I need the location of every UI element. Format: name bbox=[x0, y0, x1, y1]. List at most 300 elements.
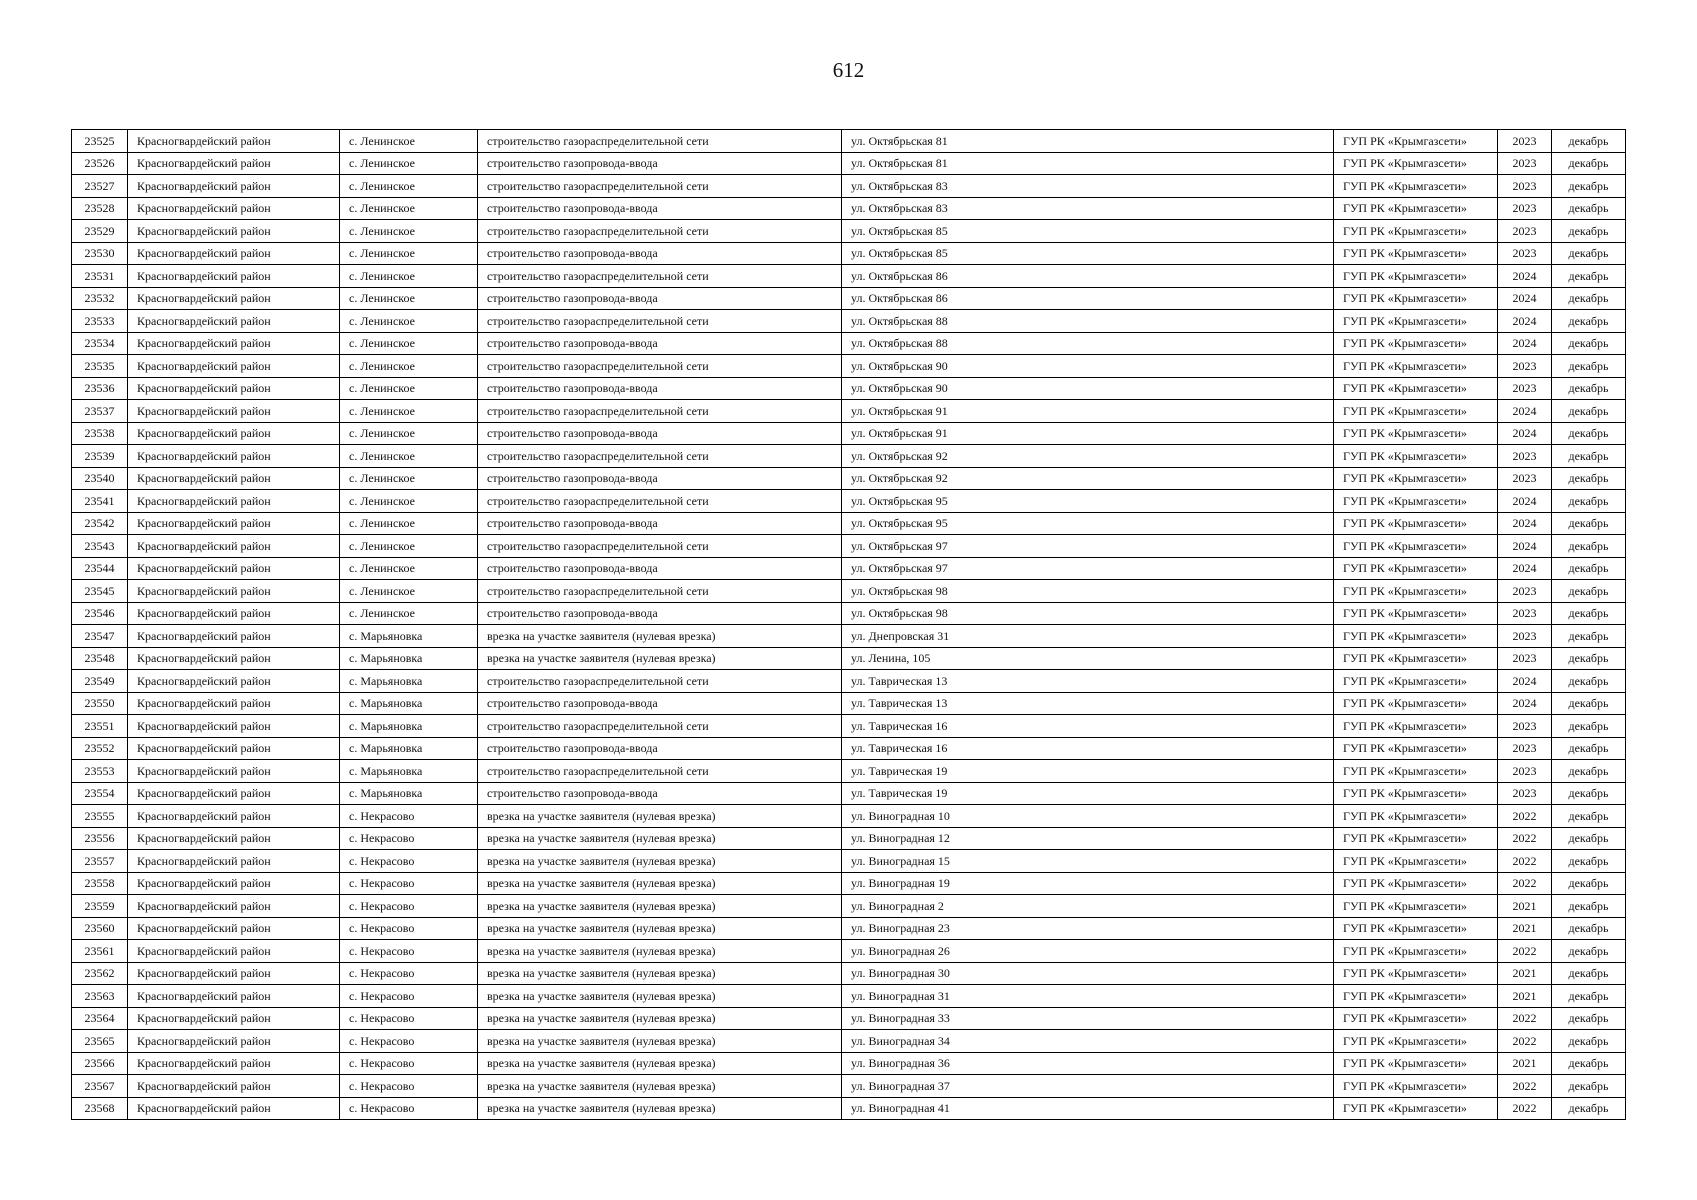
address-cell: ул. Октябрьская 91 bbox=[842, 400, 1334, 423]
work-type-cell: строительство газопровода-ввода bbox=[478, 287, 842, 310]
address-cell: ул. Виноградная 10 bbox=[842, 805, 1334, 828]
table-row bbox=[72, 377, 1626, 400]
address-cell: ул. Виноградная 15 bbox=[842, 850, 1334, 873]
year-cell: 2023 bbox=[1498, 602, 1552, 625]
address-cell: ул. Виноградная 2 bbox=[842, 895, 1334, 918]
district-cell: Красногвардейский район bbox=[128, 152, 340, 175]
district-cell: Красногвардейский район bbox=[128, 670, 340, 693]
table-row bbox=[72, 467, 1626, 490]
district-cell: Красногвардейский район bbox=[128, 625, 340, 648]
settlement-cell: с. Ленинское bbox=[340, 152, 478, 175]
month-cell: декабрь bbox=[1552, 1097, 1626, 1120]
row-number: 23553 bbox=[72, 760, 128, 783]
year-cell: 2021 bbox=[1498, 962, 1552, 985]
organization-cell: ГУП РК «Крымгазсети» bbox=[1334, 625, 1498, 648]
organization-cell: ГУП РК «Крымгазсети» bbox=[1334, 1052, 1498, 1075]
settlement-cell: с. Некрасово bbox=[340, 1030, 478, 1053]
year-cell: 2023 bbox=[1498, 130, 1552, 153]
district-cell: Красногвардейский район bbox=[128, 1075, 340, 1098]
address-cell: ул. Виноградная 26 bbox=[842, 940, 1334, 963]
settlement-cell: с. Марьяновка bbox=[340, 625, 478, 648]
row-number: 23564 bbox=[72, 1007, 128, 1030]
table-row bbox=[72, 1052, 1626, 1075]
work-type-cell: врезка на участке заявителя (нулевая врезка) bbox=[478, 872, 842, 895]
table-row bbox=[72, 895, 1626, 918]
settlement-cell: с. Ленинское bbox=[340, 467, 478, 490]
organization-cell: ГУП РК «Крымгазсети» bbox=[1334, 1097, 1498, 1120]
row-number: 23551 bbox=[72, 715, 128, 738]
address-cell: ул. Октябрьская 85 bbox=[842, 220, 1334, 243]
month-cell: декабрь bbox=[1552, 647, 1626, 670]
address-cell: ул. Октябрьская 97 bbox=[842, 557, 1334, 580]
district-cell: Красногвардейский район bbox=[128, 1007, 340, 1030]
district-cell: Красногвардейский район bbox=[128, 557, 340, 580]
year-cell: 2023 bbox=[1498, 760, 1552, 783]
work-type-cell: строительство газопровода-ввода bbox=[478, 152, 842, 175]
address-cell: ул. Октябрьская 88 bbox=[842, 310, 1334, 333]
year-cell: 2022 bbox=[1498, 1075, 1552, 1098]
district-cell: Красногвардейский район bbox=[128, 535, 340, 558]
table-row bbox=[72, 715, 1626, 738]
organization-cell: ГУП РК «Крымгазсети» bbox=[1334, 962, 1498, 985]
organization-cell: ГУП РК «Крымгазсети» bbox=[1334, 715, 1498, 738]
settlement-cell: с. Некрасово bbox=[340, 827, 478, 850]
settlement-cell: с. Ленинское bbox=[340, 310, 478, 333]
district-cell: Красногвардейский район bbox=[128, 197, 340, 220]
address-cell: ул. Октябрьская 83 bbox=[842, 175, 1334, 198]
address-cell: ул. Октябрьская 90 bbox=[842, 355, 1334, 378]
address-cell: ул. Октябрьская 95 bbox=[842, 490, 1334, 513]
settlement-cell: с. Ленинское bbox=[340, 220, 478, 243]
district-cell: Красногвардейский район bbox=[128, 850, 340, 873]
month-cell: декабрь bbox=[1552, 152, 1626, 175]
row-number: 23526 bbox=[72, 152, 128, 175]
district-cell: Красногвардейский район bbox=[128, 940, 340, 963]
district-cell: Красногвардейский район bbox=[128, 805, 340, 828]
settlement-cell: с. Ленинское bbox=[340, 445, 478, 468]
work-type-cell: врезка на участке заявителя (нулевая врезка) bbox=[478, 895, 842, 918]
table-row bbox=[72, 130, 1626, 153]
district-cell: Красногвардейский район bbox=[128, 782, 340, 805]
year-cell: 2024 bbox=[1498, 287, 1552, 310]
address-cell: ул. Октябрьская 92 bbox=[842, 445, 1334, 468]
work-type-cell: строительство газораспределительной сети bbox=[478, 670, 842, 693]
year-cell: 2024 bbox=[1498, 310, 1552, 333]
organization-cell: ГУП РК «Крымгазсети» bbox=[1334, 827, 1498, 850]
district-cell: Красногвардейский район bbox=[128, 917, 340, 940]
year-cell: 2023 bbox=[1498, 220, 1552, 243]
row-number: 23552 bbox=[72, 737, 128, 760]
organization-cell: ГУП РК «Крымгазсети» bbox=[1334, 647, 1498, 670]
organization-cell: ГУП РК «Крымгазсети» bbox=[1334, 152, 1498, 175]
row-number: 23532 bbox=[72, 287, 128, 310]
district-cell: Красногвардейский район bbox=[128, 1030, 340, 1053]
district-cell: Красногвардейский район bbox=[128, 355, 340, 378]
district-cell: Красногвардейский район bbox=[128, 265, 340, 288]
work-type-cell: строительство газораспределительной сети bbox=[478, 220, 842, 243]
table-row bbox=[72, 1030, 1626, 1053]
district-cell: Красногвардейский район bbox=[128, 310, 340, 333]
row-number: 23540 bbox=[72, 467, 128, 490]
organization-cell: ГУП РК «Крымгазсети» bbox=[1334, 287, 1498, 310]
month-cell: декабрь bbox=[1552, 737, 1626, 760]
district-cell: Красногвардейский район bbox=[128, 242, 340, 265]
work-type-cell: врезка на участке заявителя (нулевая врезка) bbox=[478, 647, 842, 670]
month-cell: декабрь bbox=[1552, 355, 1626, 378]
page-number: 612 bbox=[832, 58, 865, 82]
organization-cell: ГУП РК «Крымгазсети» bbox=[1334, 850, 1498, 873]
row-number: 23541 bbox=[72, 490, 128, 513]
organization-cell: ГУП РК «Крымгазсети» bbox=[1334, 602, 1498, 625]
row-number: 23530 bbox=[72, 242, 128, 265]
row-number: 23538 bbox=[72, 422, 128, 445]
address-cell: ул. Октябрьская 86 bbox=[842, 287, 1334, 310]
month-cell: декабрь bbox=[1552, 1030, 1626, 1053]
row-number: 23559 bbox=[72, 895, 128, 918]
table-row bbox=[72, 985, 1626, 1008]
address-cell: ул. Октябрьская 97 bbox=[842, 535, 1334, 558]
organization-cell: ГУП РК «Крымгазсети» bbox=[1334, 985, 1498, 1008]
organization-cell: ГУП РК «Крымгазсети» bbox=[1334, 895, 1498, 918]
row-number: 23531 bbox=[72, 265, 128, 288]
row-number: 23527 bbox=[72, 175, 128, 198]
table-row bbox=[72, 670, 1626, 693]
address-cell: ул. Октябрьская 98 bbox=[842, 580, 1334, 603]
month-cell: декабрь bbox=[1552, 265, 1626, 288]
organization-cell: ГУП РК «Крымгазсети» bbox=[1334, 377, 1498, 400]
settlement-cell: с. Некрасово bbox=[340, 962, 478, 985]
year-cell: 2023 bbox=[1498, 467, 1552, 490]
work-type-cell: строительство газопровода-ввода bbox=[478, 197, 842, 220]
work-type-cell: строительство газопровода-ввода bbox=[478, 422, 842, 445]
settlement-cell: с. Ленинское bbox=[340, 197, 478, 220]
year-cell: 2023 bbox=[1498, 647, 1552, 670]
row-number: 23568 bbox=[72, 1097, 128, 1120]
row-number: 23550 bbox=[72, 692, 128, 715]
year-cell: 2022 bbox=[1498, 1097, 1552, 1120]
settlement-cell: с. Ленинское bbox=[340, 400, 478, 423]
district-cell: Красногвардейский район bbox=[128, 220, 340, 243]
table-row bbox=[72, 850, 1626, 873]
settlement-cell: с. Ленинское bbox=[340, 265, 478, 288]
month-cell: декабрь bbox=[1552, 220, 1626, 243]
month-cell: декабрь bbox=[1552, 557, 1626, 580]
month-cell: декабрь bbox=[1552, 377, 1626, 400]
table-row bbox=[72, 782, 1626, 805]
address-cell: ул. Таврическая 13 bbox=[842, 670, 1334, 693]
district-cell: Красногвардейский район bbox=[128, 490, 340, 513]
month-cell: декабрь bbox=[1552, 242, 1626, 265]
settlement-cell: с. Марьяновка bbox=[340, 715, 478, 738]
month-cell: декабрь bbox=[1552, 602, 1626, 625]
month-cell: декабрь bbox=[1552, 332, 1626, 355]
row-number: 23544 bbox=[72, 557, 128, 580]
address-cell: ул. Октябрьская 83 bbox=[842, 197, 1334, 220]
table-row bbox=[72, 490, 1626, 513]
work-type-cell: строительство газораспределительной сети bbox=[478, 355, 842, 378]
year-cell: 2023 bbox=[1498, 197, 1552, 220]
table-row bbox=[72, 692, 1626, 715]
settlement-cell: с. Ленинское bbox=[340, 535, 478, 558]
year-cell: 2021 bbox=[1498, 1052, 1552, 1075]
work-type-cell: строительство газопровода-ввода bbox=[478, 242, 842, 265]
table-row bbox=[72, 625, 1626, 648]
month-cell: декабрь bbox=[1552, 580, 1626, 603]
work-type-cell: врезка на участке заявителя (нулевая врезка) bbox=[478, 625, 842, 648]
district-cell: Красногвардейский район bbox=[128, 760, 340, 783]
table-row bbox=[72, 175, 1626, 198]
table-row bbox=[72, 760, 1626, 783]
district-cell: Красногвардейский район bbox=[128, 827, 340, 850]
month-cell: декабрь bbox=[1552, 1052, 1626, 1075]
settlement-cell: с. Ленинское bbox=[340, 130, 478, 153]
settlement-cell: с. Ленинское bbox=[340, 377, 478, 400]
work-type-cell: строительство газопровода-ввода bbox=[478, 467, 842, 490]
row-number: 23556 bbox=[72, 827, 128, 850]
organization-cell: ГУП РК «Крымгазсети» bbox=[1334, 670, 1498, 693]
organization-cell: ГУП РК «Крымгазсети» bbox=[1334, 445, 1498, 468]
table-row bbox=[72, 152, 1626, 175]
organization-cell: ГУП РК «Крымгазсети» bbox=[1334, 130, 1498, 153]
district-cell: Красногвардейский район bbox=[128, 692, 340, 715]
row-number: 23539 bbox=[72, 445, 128, 468]
organization-cell: ГУП РК «Крымгазсети» bbox=[1334, 760, 1498, 783]
month-cell: декабрь bbox=[1552, 490, 1626, 513]
table-row bbox=[72, 535, 1626, 558]
table-row bbox=[72, 940, 1626, 963]
table-row bbox=[72, 962, 1626, 985]
district-cell: Красногвардейский район bbox=[128, 377, 340, 400]
row-number: 23561 bbox=[72, 940, 128, 963]
work-type-cell: врезка на участке заявителя (нулевая врезка) bbox=[478, 827, 842, 850]
organization-cell: ГУП РК «Крымгазсети» bbox=[1334, 805, 1498, 828]
organization-cell: ГУП РК «Крымгазсети» bbox=[1334, 1007, 1498, 1030]
month-cell: декабрь bbox=[1552, 827, 1626, 850]
settlement-cell: с. Некрасово bbox=[340, 1052, 478, 1075]
work-type-cell: строительство газопровода-ввода bbox=[478, 692, 842, 715]
address-cell: ул. Виноградная 33 bbox=[842, 1007, 1334, 1030]
work-type-cell: строительство газопровода-ввода bbox=[478, 602, 842, 625]
district-cell: Красногвардейский район bbox=[128, 332, 340, 355]
district-cell: Красногвардейский район bbox=[128, 400, 340, 423]
settlement-cell: с. Марьяновка bbox=[340, 760, 478, 783]
month-cell: декабрь bbox=[1552, 985, 1626, 1008]
work-type-cell: врезка на участке заявителя (нулевая врезка) bbox=[478, 1030, 842, 1053]
table-row bbox=[72, 1075, 1626, 1098]
address-cell: ул. Виноградная 23 bbox=[842, 917, 1334, 940]
district-cell: Красногвардейский район bbox=[128, 512, 340, 535]
address-cell: ул. Октябрьская 85 bbox=[842, 242, 1334, 265]
month-cell: декабрь bbox=[1552, 400, 1626, 423]
settlement-cell: с. Ленинское bbox=[340, 557, 478, 580]
work-type-cell: врезка на участке заявителя (нулевая врезка) bbox=[478, 805, 842, 828]
table-row bbox=[72, 737, 1626, 760]
settlement-cell: с. Некрасово bbox=[340, 985, 478, 1008]
row-number: 23557 bbox=[72, 850, 128, 873]
table-row bbox=[72, 332, 1626, 355]
address-cell: ул. Октябрьская 91 bbox=[842, 422, 1334, 445]
address-cell: ул. Октябрьская 95 bbox=[842, 512, 1334, 535]
year-cell: 2023 bbox=[1498, 175, 1552, 198]
table-row bbox=[72, 580, 1626, 603]
settlement-cell: с. Ленинское bbox=[340, 602, 478, 625]
address-cell: ул. Виноградная 34 bbox=[842, 1030, 1334, 1053]
address-cell: ул. Виноградная 41 bbox=[842, 1097, 1334, 1120]
year-cell: 2024 bbox=[1498, 422, 1552, 445]
address-cell: ул. Октябрьская 92 bbox=[842, 467, 1334, 490]
address-cell: ул. Октябрьская 90 bbox=[842, 377, 1334, 400]
year-cell: 2023 bbox=[1498, 355, 1552, 378]
registry-table-body bbox=[72, 130, 1626, 1120]
year-cell: 2024 bbox=[1498, 557, 1552, 580]
settlement-cell: с. Ленинское bbox=[340, 512, 478, 535]
district-cell: Красногвардейский район bbox=[128, 737, 340, 760]
settlement-cell: с. Ленинское bbox=[340, 490, 478, 513]
month-cell: декабрь bbox=[1552, 512, 1626, 535]
organization-cell: ГУП РК «Крымгазсети» bbox=[1334, 692, 1498, 715]
settlement-cell: с. Некрасово bbox=[340, 872, 478, 895]
address-cell: ул. Октябрьская 81 bbox=[842, 130, 1334, 153]
work-type-cell: строительство газораспределительной сети bbox=[478, 310, 842, 333]
settlement-cell: с. Некрасово bbox=[340, 805, 478, 828]
work-type-cell: врезка на участке заявителя (нулевая врезка) bbox=[478, 1007, 842, 1030]
district-cell: Красногвардейский район bbox=[128, 647, 340, 670]
address-cell: ул. Октябрьская 81 bbox=[842, 152, 1334, 175]
month-cell: декабрь bbox=[1552, 760, 1626, 783]
table-row bbox=[72, 400, 1626, 423]
organization-cell: ГУП РК «Крымгазсети» bbox=[1334, 175, 1498, 198]
address-cell: ул. Таврическая 16 bbox=[842, 737, 1334, 760]
settlement-cell: с. Ленинское bbox=[340, 242, 478, 265]
row-number: 23566 bbox=[72, 1052, 128, 1075]
year-cell: 2022 bbox=[1498, 1007, 1552, 1030]
year-cell: 2023 bbox=[1498, 737, 1552, 760]
month-cell: декабрь bbox=[1552, 467, 1626, 490]
district-cell: Красногвардейский район bbox=[128, 895, 340, 918]
year-cell: 2023 bbox=[1498, 580, 1552, 603]
district-cell: Красногвардейский район bbox=[128, 1097, 340, 1120]
year-cell: 2022 bbox=[1498, 1030, 1552, 1053]
organization-cell: ГУП РК «Крымгазсети» bbox=[1334, 535, 1498, 558]
row-number: 23533 bbox=[72, 310, 128, 333]
district-cell: Красногвардейский район bbox=[128, 715, 340, 738]
year-cell: 2022 bbox=[1498, 827, 1552, 850]
address-cell: ул. Октябрьская 86 bbox=[842, 265, 1334, 288]
month-cell: декабрь bbox=[1552, 872, 1626, 895]
year-cell: 2024 bbox=[1498, 512, 1552, 535]
table-row bbox=[72, 265, 1626, 288]
year-cell: 2024 bbox=[1498, 332, 1552, 355]
table-row bbox=[72, 310, 1626, 333]
work-type-cell: врезка на участке заявителя (нулевая врезка) bbox=[478, 1097, 842, 1120]
work-type-cell: строительство газораспределительной сети bbox=[478, 490, 842, 513]
table-row bbox=[72, 602, 1626, 625]
month-cell: декабрь bbox=[1552, 287, 1626, 310]
table-row bbox=[72, 872, 1626, 895]
district-cell: Красногвардейский район bbox=[128, 130, 340, 153]
work-type-cell: строительство газораспределительной сети bbox=[478, 445, 842, 468]
year-cell: 2023 bbox=[1498, 152, 1552, 175]
month-cell: декабрь bbox=[1552, 1007, 1626, 1030]
registry-table bbox=[71, 129, 1626, 1120]
row-number: 23534 bbox=[72, 332, 128, 355]
address-cell: ул. Таврическая 13 bbox=[842, 692, 1334, 715]
year-cell: 2022 bbox=[1498, 805, 1552, 828]
work-type-cell: строительство газопровода-ввода bbox=[478, 737, 842, 760]
month-cell: декабрь bbox=[1552, 1075, 1626, 1098]
organization-cell: ГУП РК «Крымгазсети» bbox=[1334, 197, 1498, 220]
district-cell: Красногвардейский район bbox=[128, 422, 340, 445]
settlement-cell: с. Марьяновка bbox=[340, 692, 478, 715]
organization-cell: ГУП РК «Крымгазсети» bbox=[1334, 872, 1498, 895]
settlement-cell: с. Некрасово bbox=[340, 917, 478, 940]
organization-cell: ГУП РК «Крымгазсети» bbox=[1334, 310, 1498, 333]
settlement-cell: с. Марьяновка bbox=[340, 737, 478, 760]
address-cell: ул. Виноградная 36 bbox=[842, 1052, 1334, 1075]
year-cell: 2022 bbox=[1498, 850, 1552, 873]
organization-cell: ГУП РК «Крымгазсети» bbox=[1334, 512, 1498, 535]
row-number: 23536 bbox=[72, 377, 128, 400]
address-cell: ул. Таврическая 16 bbox=[842, 715, 1334, 738]
work-type-cell: строительство газораспределительной сети bbox=[478, 715, 842, 738]
year-cell: 2023 bbox=[1498, 242, 1552, 265]
row-number: 23567 bbox=[72, 1075, 128, 1098]
district-cell: Красногвардейский район bbox=[128, 985, 340, 1008]
row-number: 23528 bbox=[72, 197, 128, 220]
row-number: 23554 bbox=[72, 782, 128, 805]
table-row bbox=[72, 220, 1626, 243]
year-cell: 2021 bbox=[1498, 917, 1552, 940]
organization-cell: ГУП РК «Крымгазсети» bbox=[1334, 580, 1498, 603]
year-cell: 2024 bbox=[1498, 692, 1552, 715]
month-cell: декабрь bbox=[1552, 422, 1626, 445]
district-cell: Красногвардейский район bbox=[128, 602, 340, 625]
settlement-cell: с. Некрасово bbox=[340, 850, 478, 873]
organization-cell: ГУП РК «Крымгазсети» bbox=[1334, 467, 1498, 490]
organization-cell: ГУП РК «Крымгазсети» bbox=[1334, 242, 1498, 265]
table-row bbox=[72, 287, 1626, 310]
organization-cell: ГУП РК «Крымгазсети» bbox=[1334, 782, 1498, 805]
month-cell: декабрь bbox=[1552, 670, 1626, 693]
row-number: 23545 bbox=[72, 580, 128, 603]
organization-cell: ГУП РК «Крымгазсети» bbox=[1334, 490, 1498, 513]
work-type-cell: строительство газопровода-ввода bbox=[478, 782, 842, 805]
work-type-cell: строительство газопровода-ввода bbox=[478, 557, 842, 580]
settlement-cell: с. Некрасово bbox=[340, 1007, 478, 1030]
year-cell: 2024 bbox=[1498, 670, 1552, 693]
month-cell: декабрь bbox=[1552, 917, 1626, 940]
table-row bbox=[72, 805, 1626, 828]
table-row bbox=[72, 647, 1626, 670]
row-number: 23560 bbox=[72, 917, 128, 940]
month-cell: декабрь bbox=[1552, 197, 1626, 220]
organization-cell: ГУП РК «Крымгазсети» bbox=[1334, 220, 1498, 243]
work-type-cell: строительство газораспределительной сети bbox=[478, 265, 842, 288]
address-cell: ул. Виноградная 12 bbox=[842, 827, 1334, 850]
organization-cell: ГУП РК «Крымгазсети» bbox=[1334, 917, 1498, 940]
organization-cell: ГУП РК «Крымгазсети» bbox=[1334, 737, 1498, 760]
table-row bbox=[72, 917, 1626, 940]
work-type-cell: строительство газопровода-ввода bbox=[478, 512, 842, 535]
settlement-cell: с. Марьяновка bbox=[340, 647, 478, 670]
month-cell: декабрь bbox=[1552, 805, 1626, 828]
row-number: 23549 bbox=[72, 670, 128, 693]
district-cell: Красногвардейский район bbox=[128, 467, 340, 490]
table-row bbox=[72, 512, 1626, 535]
organization-cell: ГУП РК «Крымгазсети» bbox=[1334, 422, 1498, 445]
work-type-cell: врезка на участке заявителя (нулевая врезка) bbox=[478, 1075, 842, 1098]
district-cell: Красногвардейский район bbox=[128, 872, 340, 895]
